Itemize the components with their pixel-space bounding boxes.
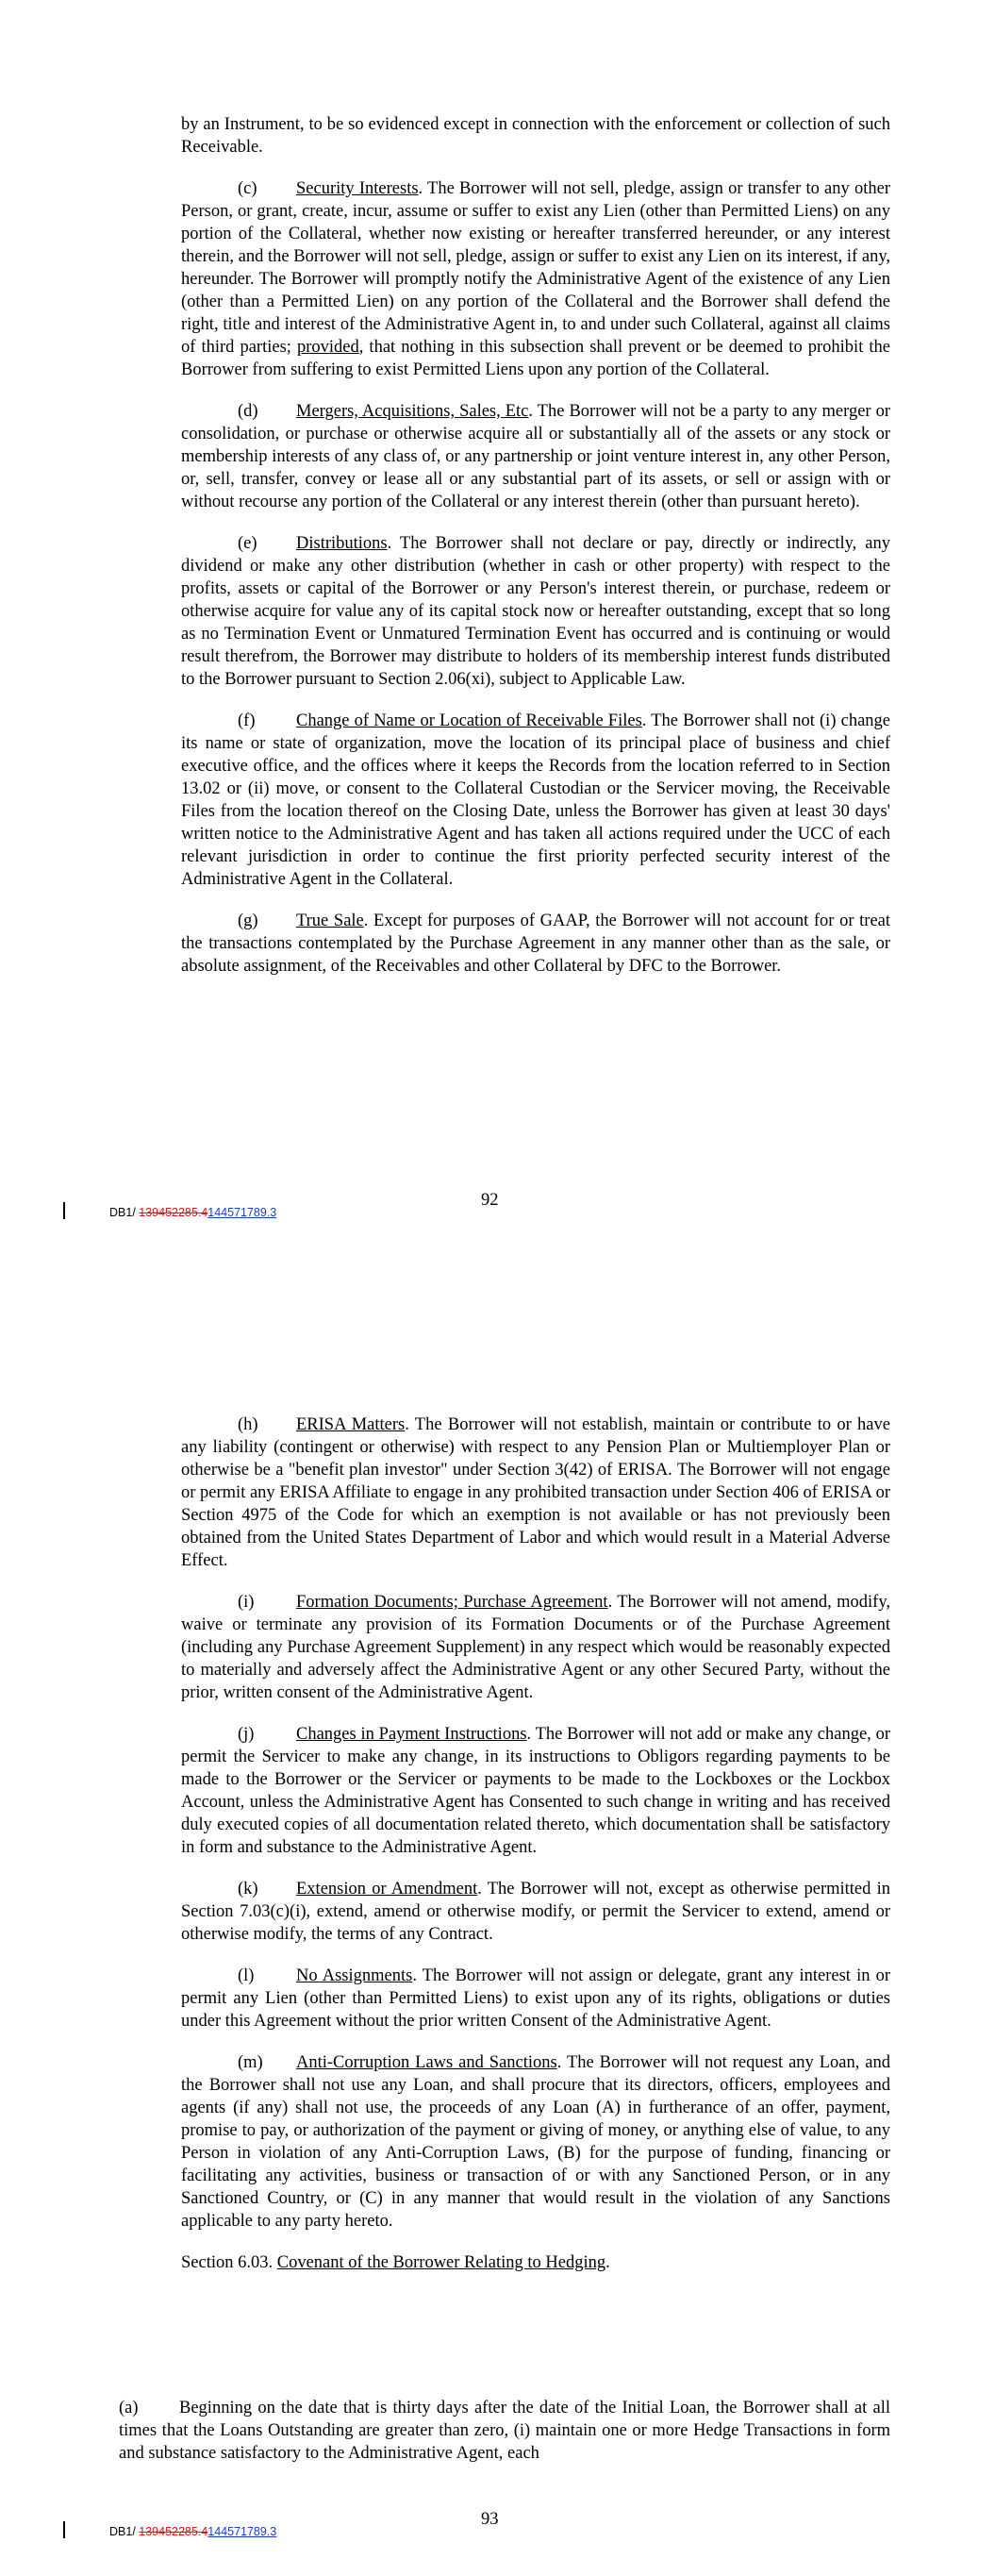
paragraph-label: (e) <box>238 534 257 553</box>
paragraph-text-continued: , that nothing in this subsection shall prevent or be deemed to prohibit the Borrower from suffering to exist Permitted Liens upon any portion of the Collateral. <box>181 338 890 379</box>
paragraph-f <box>181 710 890 891</box>
paragraph-k <box>181 1878 890 1946</box>
paragraph-text: . The Borrower will not request any Loan, and the Borrower shall not use any Loan, and shall procure that its directors, officers, employees and agents (if any) shall not use, the proceeds of any Loan (A) in furtherance of an offer, payment, promise to pay, or authorization of the payment or giving of money, or anything else of value, to any Person in violation of any Anti-Corruption Laws, (B) for the purpose of funding, financing or facilitating any activities, business or transaction of or with any Sanctioned Person, or in any Sanctioned Country, or (C) in any manner that would result in the violation of any Sanctions applicable to any party hereto. <box>181 2053 890 2231</box>
section-title: Covenant of the Borrower Relating to Hedging <box>276 2253 606 2272</box>
paragraph-text: . The Borrower will not, except as otherwise permitted in Section 7.03(c)(i), extend, amend or otherwise modify, or permit the Servicer to extend, amend or otherwise modify, the terms of any Contract. <box>181 1880 890 1944</box>
paragraph-label: (f) <box>238 711 256 730</box>
inserted-doc-number: 144571789.3 <box>207 1206 277 1219</box>
paragraph-text: . The Borrower will not be a party to any merger or consolidation, or purchase or otherwise acquire all or substantially all of the assets or any stock or membership interests of any class of, or any partnership or joint venture interest in, any other Person, or, sell, transfer, convey or lease all or any substantial part of its assets, or sell or assign with or without recourse any portion of the Collateral or any interest therein (other than pursuant hereto). <box>181 402 890 511</box>
paragraph-label: (k) <box>238 1880 258 1899</box>
final-paragraph-block <box>119 2397 890 2484</box>
paragraph-j <box>181 1723 890 1859</box>
paragraph-label: (g) <box>238 912 258 930</box>
paragraph-text: Beginning on the date that is thirty days after the date of the Initial Loan, the Borrower shall at all times that the Loans Outstanding are greater than zero, (i) maintain one or more Hedge Transactions in form and substance satisfactory to the Administrative Agent, each <box>119 2399 890 2463</box>
intro-paragraph: by an Instrument, to be so evidenced except in connection with the enforcement or collection of such Receivable. <box>181 115 890 157</box>
paragraph-heading: Changes in Payment Instructions <box>296 1725 527 1744</box>
provided-term: provided <box>296 338 359 357</box>
paragraph-heading: ERISA Matters <box>296 1415 406 1434</box>
deleted-doc-number: 139452285.4 <box>139 2525 208 2538</box>
paragraph-text: . The Borrower will not sell, pledge, assign or transfer to any other Person, or grant, create, incur, assume or suffer to exist any Lien (other than Permitted Liens) on any portion of the Collateral, whether now existing or hereafter transferred hereunder, or any interest therein, and the Borrower will not sell, pledge, assign or suffer to exist any Lien on its interest, if any, hereunder. The Borrower will promptly notify the Administrative Agent of the existence of any Lien (other than a Permitted Lien) on any portion of the Collateral and the Borrower shall defend the right, title and interest of the Administrative Agent in, to and under such Collateral, against all claims of third parties; <box>181 179 890 357</box>
page-92 <box>0 0 995 1246</box>
paragraph-heading: Change of Name or Location of Receivable Files <box>296 711 642 730</box>
paragraph-e <box>181 532 890 691</box>
paragraph-c <box>181 177 890 381</box>
paragraph-heading: Anti-Corruption Laws and Sanctions <box>296 2053 557 2072</box>
deleted-doc-number: 139452285.4 <box>139 1206 208 1219</box>
paragraph-heading: Distributions <box>296 534 388 553</box>
paragraph-heading: No Assignments <box>296 1966 413 1985</box>
paragraph-text: . The Borrower will not establish, maintain or contribute to or have any liability (contingent or otherwise) with respect to any Pension Plan or Multiemployer Plan or otherwise be a "benefit plan investor" under Section 3(42) of ERISA. The Borrower will not engage or permit any ERISA Affiliate to engage in any prohibited transaction under Section 406 of ERISA or Section 4975 of the Code for which an exemption is not available or has not previously been obtained from the United States Department of Labor and which would result in a Material Adverse Effect. <box>181 1415 890 1570</box>
paragraph-label: (a) <box>119 2399 139 2417</box>
paragraph-text: . The Borrower will not amend, modify, waive or terminate any provision of its Formation Documents or of the Purchase Agreement (including any Purchase Agreement Supplement) in any respect which would be reasonably expected to materially and adversely affect the Administrative Agent or any other Secured Party, without the prior, written consent of the Administrative Agent. <box>181 1593 890 1702</box>
paragraph-label: (j) <box>238 1725 255 1744</box>
paragraph-text: . Except for purposes of GAAP, the Borrower will not account for or treat the transactions contemplated by the Purchase Agreement in any manner other than as the sale, or absolute assignment, of the Receivables and other Collateral by DFC to the Borrower. <box>181 912 891 976</box>
document-id: DB1/ 139452285.4144571789.3 <box>109 1206 277 1219</box>
paragraph-label: (d) <box>238 402 258 421</box>
page-footer <box>0 1191 995 1219</box>
paragraph-i <box>181 1591 890 1704</box>
paragraph-label: (m) <box>238 2053 263 2072</box>
section-heading: Section 6.03. Covenant of the Borrower Relating to Hedging. <box>181 2253 610 2272</box>
paragraph-label: (l) <box>238 1966 255 1985</box>
paragraph-heading: True Sale <box>296 912 364 930</box>
inserted-doc-number: 144571789.3 <box>207 2525 277 2538</box>
paragraph-d <box>181 400 890 513</box>
paragraph-m <box>181 2051 890 2233</box>
page-93-body <box>181 1413 890 2293</box>
paragraph-g <box>181 910 890 978</box>
change-bar <box>63 1202 65 1219</box>
paragraph-heading: Security Interests <box>296 179 419 198</box>
paragraph-text: . The Borrower shall not (i) change its name or state of organization, move the location of its principal place of business and chief executive office, and the offices where it keeps the Records from the location referred to in Section 13.02 or (ii) move, or consent to the Collateral Custodian or the Servicer moving, the Receivable Files from the location thereof on the Closing Date, unless the Borrower has given at least 30 days' written notice to the Administrative Agent and has taken all actions required under the UCC of each relevant jurisdiction in order to continue the first priority perfected security interest of the Administrative Agent in the Collateral. <box>181 711 890 889</box>
paragraph-heading: Extension or Amendment <box>296 1880 478 1899</box>
paragraph-text: . The Borrower will not assign or delegate, grant any interest in or permit any Lien (other than Permitted Liens) to exist upon any of its rights, obligations or duties under this Agreement without the prior written Consent of the Administrative Agent. <box>181 1966 890 2031</box>
page-number: 92 <box>481 1191 499 1210</box>
document-id: DB1/ 139452285.4144571789.3 <box>109 2525 277 2538</box>
paragraph-label: (c) <box>238 179 257 198</box>
page-footer <box>0 2510 995 2538</box>
page-93 <box>0 1321 995 2576</box>
change-bar <box>63 2521 65 2538</box>
paragraph-a <box>119 2397 890 2465</box>
page-92-body <box>181 113 890 996</box>
paragraph-text: . The Borrower shall not declare or pay, directly or indirectly, any dividend or make any other distribution (whether in cash or other property) with respect to the profits, assets or capital of the Borrower or any Person's interest therein, or purchase, redeem or otherwise acquire for value any of its capital stock now or hereafter outstanding, except that so long as no Termination Event or Unmatured Termination Event has occurred and is continuing or would result therefrom, the Borrower may distribute to holders of its membership interest funds distributed to the Borrower pursuant to Section 2.06(xi), subject to Applicable Law. <box>181 534 890 689</box>
section-number: Section 6.03. <box>181 2253 277 2272</box>
paragraph-l <box>181 1965 890 2032</box>
page-number: 93 <box>481 2510 499 2529</box>
paragraph-h <box>181 1413 890 1572</box>
paragraph-label: (i) <box>238 1593 255 1612</box>
paragraph-heading: Formation Documents; Purchase Agreement <box>296 1593 608 1612</box>
paragraph-heading: Mergers, Acquisitions, Sales, Etc <box>296 402 529 421</box>
paragraph-label: (h) <box>238 1415 258 1434</box>
paragraph-text: . The Borrower will not add or make any change, or permit the Servicer to make any change, in its instructions to Obligors regarding payments to be made to the Borrower or the Servicer or payments to be made to the Lockboxes or the Lockbox Account, unless the Administrative Agent has Consented to such change in writing and has received duly executed copies of all documentation related thereto, which documentation shall be satisfactory in form and substance to the Administrative Agent. <box>181 1725 890 1857</box>
